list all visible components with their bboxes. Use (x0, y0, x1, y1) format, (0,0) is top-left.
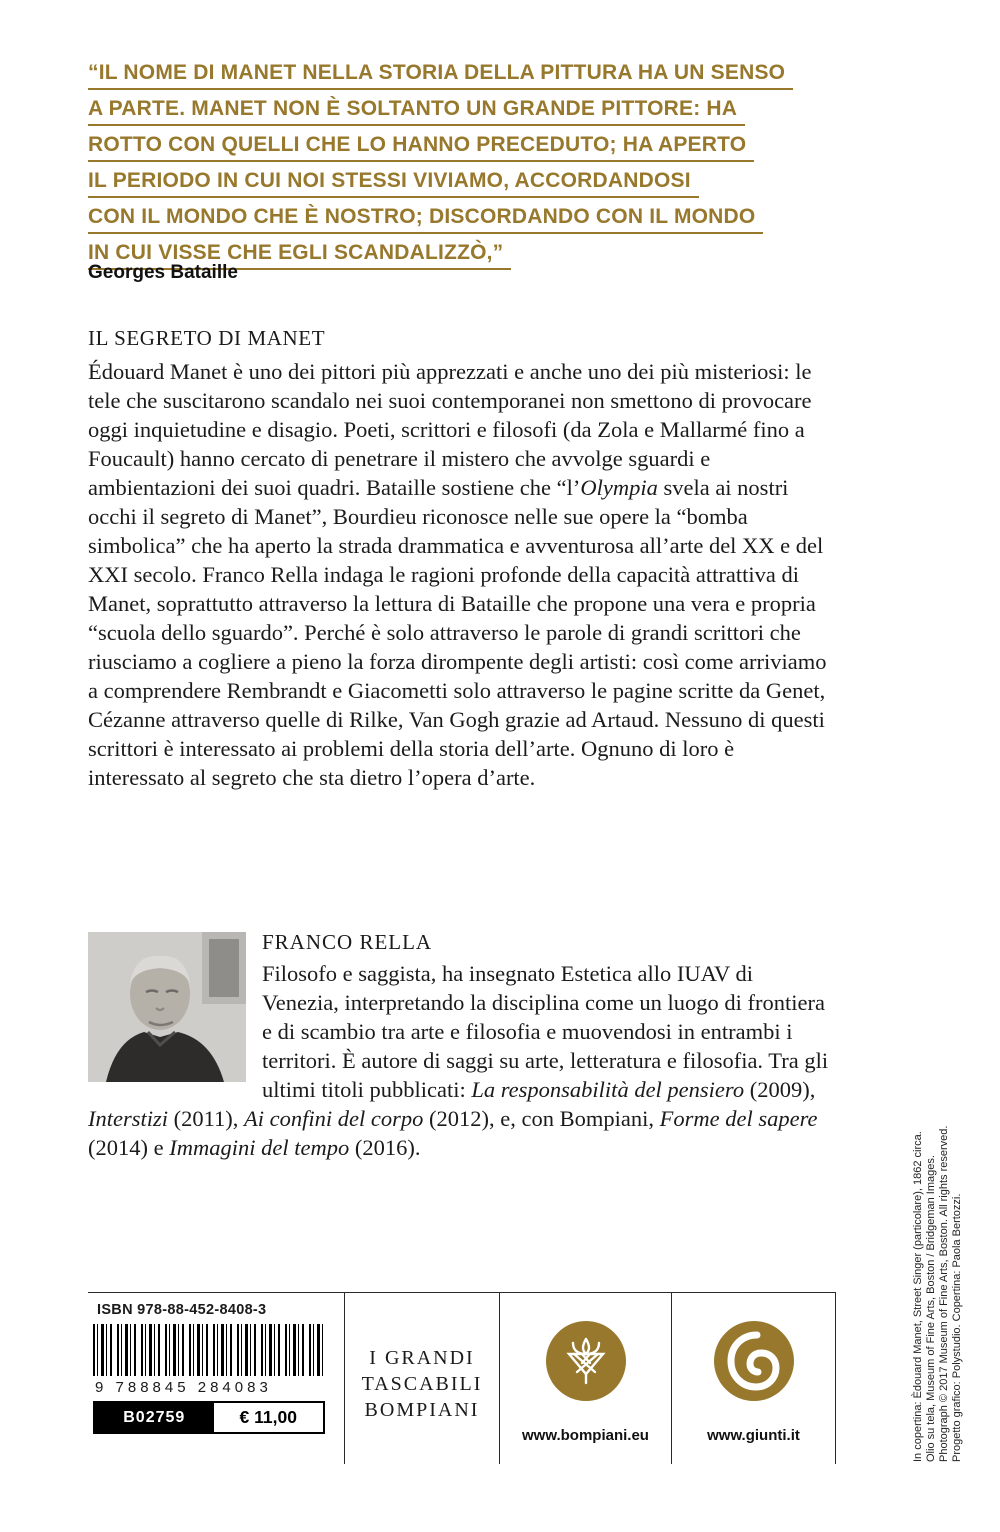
bompiani-block (500, 1293, 672, 1464)
cover-credits: In copertina: Èdouard Manet, Street Singer (particolare), 1862 circa. Olio su tela, Museum of Fine Arts, Boston / Bridgeman Images. Photograph © 2017 Museum of Fine Arts, Boston. All rights reserved. Progetto grafico: Polystudio. Copertina: Paola Bertozzi. (912, 1125, 963, 1462)
author-portrait-image (88, 932, 246, 1082)
giunti-spiral-logo (714, 1321, 794, 1401)
synopsis-section (88, 326, 828, 792)
barcode-block (88, 1293, 345, 1464)
isbn-label: ISBN 978-88-452-8408-3 (97, 1302, 267, 1318)
ean-barcode (93, 1324, 325, 1376)
synopsis-heading: IL SEGRETO DI MANET (88, 326, 326, 350)
author-section (88, 928, 830, 1162)
giunti-block (672, 1293, 836, 1464)
bompiani-flower-logo (546, 1321, 626, 1401)
giunti-url: www.giunti.it (707, 1427, 800, 1444)
bataille-quote: “IL NOME DI MANET NELLA STORIA DELLA PITTURA HA UN SENSO A PARTE. MANET NON È SOLTANTO UN GRANDE PITTORE: HA ROTTO CON QUELLI CHE LO HANNO PRECEDUTO; HA APERTO IL PERIODO IN CUI NOI STESSI VIVIAMO, ACCORDANDOSI CON IL MONDO CHE È NOSTRO; DISCORDANDO CON IL MONDO IN CUI VISSE CHE EGLI SCANDALIZZÒ,” (88, 60, 858, 276)
synopsis-paragraph: Édouard Manet è uno dei pittori più apprezzati e anche uno dei più misteriosi: le tele che suscitarono scandalo nei suoi contemporanei non smettono di provocare oggi inquietudine e disagio. Poeti, scrittori e filosofi (da Zola e Mallarmé fino a Foucault) hanno cercato di penetrare il mistero che avvolge sguardi e ambientazioni dei suoi quadri. Bataille sostiene che “l’Olympia svela ai nostri occhi il segreto di Manet”, Bourdieu riconosce nelle sue opere la “bomba simbolica” che ha aperto la strada drammatica e avventurosa all’arte del XX e del XXI secolo. Franco Rella indaga le ragioni profonde della capacità attrattiva di Manet, soprattutto attraverso la lettura di Bataille che propone una vera e propria “scuola dello sguardo”. Perché è solo attraverso le parole di grandi scrittori che riusciamo a cogliere a pieno la forza dirompente degli artisti: così come arriviamo a comprendere Rembrandt e Giacometti solo attraverso le pagine scritte da Genet, Cézanne attraverso quelle di Rilke, Van Gogh grazie ad Artaud. Nessuno di questi scrittori è interessato ai problemi della storia dell’arte. Ognuno di loro è interessato al segreto che sta dietro l’opera d’arte. (88, 359, 827, 790)
quote-attribution: Georges Bataille (88, 262, 238, 283)
author-bio: Filosofo e saggista, ha insegnato Estetica allo IUAV di Venezia, interpretando la disciplina come un luogo di frontiera e di scambio tra arte e filosofia e muovendosi in entrambi i territori. È autore di saggi su arte, letteratura e filosofia. Tra gli ultimi titoli pubblicati: La responsabilità del pensiero (2009), Interstizi (2011), Ai confini del corpo (2012), e, con Bompiani, Forme del sapere (2014) e Immagini del tempo (2016). (88, 961, 829, 1160)
author-name: FRANCO RELLA (262, 930, 433, 954)
author-photo (88, 932, 246, 1082)
price-row (93, 1401, 325, 1434)
barcode-digits: 9 788845 284083 (95, 1379, 272, 1396)
price-value: € 11,00 (214, 1403, 323, 1432)
bompiani-url: www.bompiani.eu (522, 1427, 649, 1444)
edition-code: B02759 (95, 1403, 214, 1432)
imprint-series-label: I GRANDI TASCABILI BOMPIANI (345, 1293, 500, 1464)
footer-bar (88, 1292, 836, 1464)
